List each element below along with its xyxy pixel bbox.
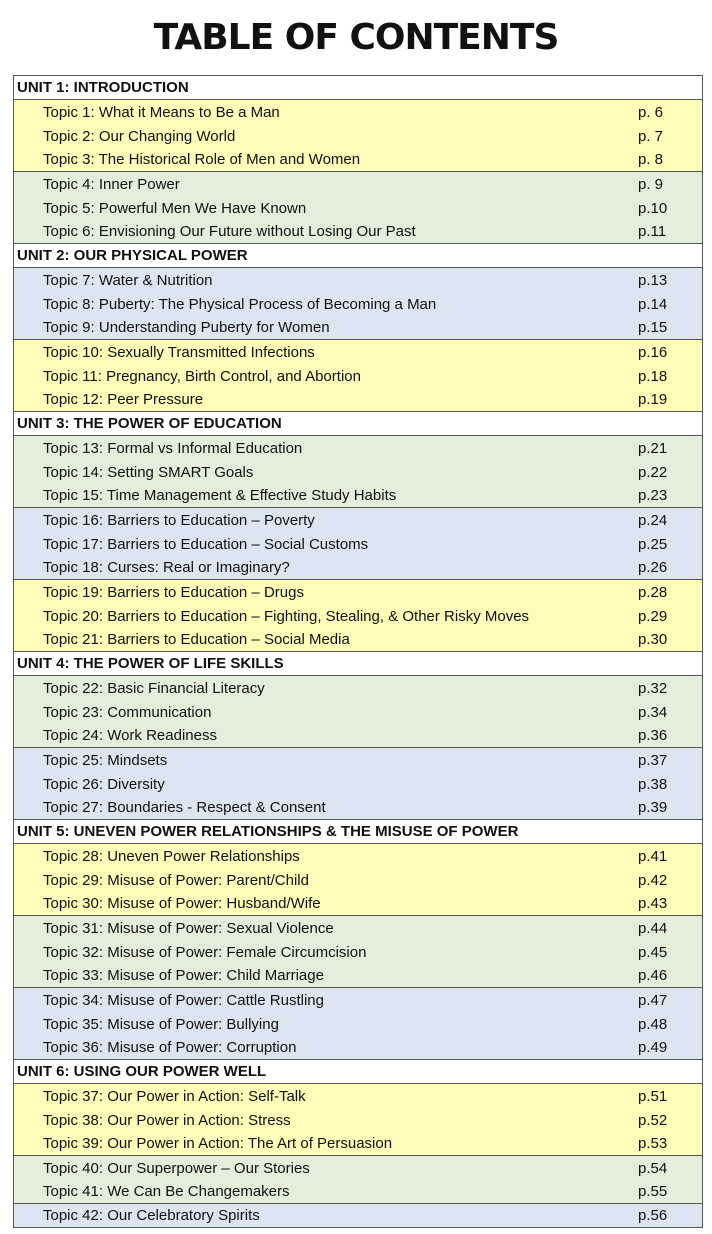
topic-title: Topic 24: Work Readiness bbox=[43, 727, 217, 744]
toc-row bbox=[14, 124, 702, 148]
page-number: p.54 bbox=[638, 1159, 668, 1177]
topic-title: Topic 30: Misuse of Power: Husband/Wife bbox=[43, 895, 321, 912]
topic-title: Topic 13: Formal vs Informal Education bbox=[43, 439, 303, 457]
page-number: p.51 bbox=[638, 1087, 668, 1105]
topic-title: Topic 6: Envisioning Our Future without Losing Our Past bbox=[43, 223, 416, 240]
toc-row bbox=[14, 940, 702, 964]
unit-heading: UNIT 5: UNEVEN POWER RELATIONSHIPS & THE MISUSE OF POWER bbox=[14, 820, 702, 844]
page-number: p.34 bbox=[638, 703, 668, 721]
topic-title: Topic 8: Puberty: The Physical Process of Becoming a Man bbox=[43, 295, 437, 313]
topic-title: Topic 11: Pregnancy, Birth Control, and Abortion bbox=[43, 367, 361, 385]
page-number: p.47 bbox=[638, 991, 668, 1009]
table-of-contents bbox=[13, 75, 703, 1228]
page-title: TABLE OF CONTENTS bbox=[153, 17, 559, 58]
topic-group bbox=[14, 580, 702, 652]
toc-row bbox=[14, 1108, 702, 1132]
topic-title: Topic 29: Misuse of Power: Parent/Child bbox=[43, 871, 309, 889]
toc-row bbox=[14, 172, 702, 196]
unit-section bbox=[14, 76, 702, 244]
toc-row bbox=[14, 364, 702, 388]
toc-row bbox=[14, 772, 702, 796]
toc-row bbox=[14, 988, 702, 1012]
topic-group bbox=[14, 988, 702, 1060]
page-number: p.21 bbox=[638, 439, 668, 457]
topic-title: Topic 41: We Can Be Changemakers bbox=[43, 1183, 290, 1200]
topic-title: Topic 18: Curses: Real or Imaginary? bbox=[43, 559, 290, 576]
page-number: p.29 bbox=[638, 607, 668, 625]
unit-section bbox=[14, 1060, 702, 1228]
page-number: p. 8 bbox=[638, 151, 664, 168]
topic-title: Topic 28: Uneven Power Relationships bbox=[43, 847, 300, 865]
toc-row bbox=[14, 484, 702, 507]
page-number: p.24 bbox=[638, 511, 668, 529]
topic-group bbox=[14, 436, 702, 508]
page-number: p.11 bbox=[638, 223, 667, 240]
page-number: p.32 bbox=[638, 679, 668, 697]
toc-row bbox=[14, 724, 702, 747]
toc-row bbox=[14, 1084, 702, 1108]
page-number: p.14 bbox=[638, 295, 668, 313]
page-number: p.36 bbox=[638, 727, 668, 744]
topic-title: Topic 15: Time Management & Effective Study Habits bbox=[43, 487, 397, 504]
page-number: p. 6 bbox=[638, 103, 664, 121]
toc-row bbox=[14, 580, 702, 604]
topic-group bbox=[14, 172, 702, 244]
toc-row bbox=[14, 292, 702, 316]
topic-title: Topic 2: Our Changing World bbox=[43, 127, 236, 145]
toc-row bbox=[14, 964, 702, 987]
page-number: p.10 bbox=[638, 199, 668, 217]
topic-group bbox=[14, 1156, 702, 1204]
topic-title: Topic 37: Our Power in Action: Self-Talk bbox=[43, 1087, 306, 1105]
unit-heading: UNIT 6: USING OUR POWER WELL bbox=[14, 1060, 702, 1084]
page-number: p. 7 bbox=[638, 127, 664, 145]
page-number: p.30 bbox=[638, 631, 668, 648]
topic-title: Topic 20: Barriers to Education – Fighting, Stealing, & Other Risky Moves bbox=[43, 607, 530, 625]
toc-row bbox=[14, 1036, 702, 1059]
topic-group bbox=[14, 844, 702, 916]
page-number: p.13 bbox=[638, 271, 668, 289]
page-number: p.26 bbox=[638, 559, 668, 576]
topic-title: Topic 5: Powerful Men We Have Known bbox=[43, 199, 307, 217]
toc-row bbox=[14, 916, 702, 940]
topic-title: Topic 19: Barriers to Education – Drugs bbox=[43, 583, 304, 601]
topic-title: Topic 21: Barriers to Education – Social Media bbox=[43, 631, 350, 648]
page-number: p.22 bbox=[638, 463, 668, 481]
topic-title: Topic 39: Our Power in Action: The Art of Persuasion bbox=[43, 1135, 393, 1152]
toc-row bbox=[14, 1204, 702, 1227]
topic-title: Topic 25: Mindsets bbox=[43, 751, 168, 769]
toc-row bbox=[14, 196, 702, 220]
topic-title: Topic 42: Our Celebratory Spirits bbox=[43, 1207, 260, 1224]
page-number: p.45 bbox=[638, 943, 668, 961]
topic-group bbox=[14, 748, 702, 820]
toc-row bbox=[14, 316, 702, 339]
topic-title: Topic 31: Misuse of Power: Sexual Violence bbox=[43, 919, 334, 937]
toc-row bbox=[14, 892, 702, 915]
page-number: p.38 bbox=[638, 775, 668, 793]
topic-title: Topic 10: Sexually Transmitted Infections bbox=[43, 343, 315, 361]
unit-section bbox=[14, 412, 702, 652]
page-number: p.52 bbox=[638, 1111, 668, 1129]
page-number: p.23 bbox=[638, 487, 668, 504]
toc-row bbox=[14, 436, 702, 460]
toc-row bbox=[14, 1180, 702, 1203]
topic-group bbox=[14, 1084, 702, 1156]
unit-heading: UNIT 3: THE POWER OF EDUCATION bbox=[14, 412, 702, 436]
page-number: p.41 bbox=[638, 847, 668, 865]
topic-group bbox=[14, 916, 702, 988]
page-number: p.53 bbox=[638, 1135, 668, 1152]
toc-row bbox=[14, 532, 702, 556]
topic-title: Topic 1: What it Means to Be a Man bbox=[43, 103, 280, 121]
toc-row bbox=[14, 628, 702, 651]
toc-row bbox=[14, 676, 702, 700]
topic-title: Topic 22: Basic Financial Literacy bbox=[43, 679, 265, 697]
topic-title: Topic 4: Inner Power bbox=[43, 175, 180, 193]
page-number: p. 9 bbox=[638, 175, 664, 193]
unit-heading: UNIT 1: INTRODUCTION bbox=[14, 76, 702, 100]
topic-title: Topic 9: Understanding Puberty for Women bbox=[43, 319, 330, 336]
topic-title: Topic 17: Barriers to Education – Social Customs bbox=[43, 535, 369, 553]
topic-title: Topic 38: Our Power in Action: Stress bbox=[43, 1111, 291, 1129]
toc-row bbox=[14, 220, 702, 243]
topic-group bbox=[14, 508, 702, 580]
unit-section bbox=[14, 652, 702, 820]
topic-title: Topic 12: Peer Pressure bbox=[43, 391, 204, 408]
toc-row bbox=[14, 844, 702, 868]
toc-row bbox=[14, 748, 702, 772]
topic-title: Topic 16: Barriers to Education – Poverty bbox=[43, 511, 315, 529]
toc-row bbox=[14, 556, 702, 579]
page-number: p.37 bbox=[638, 751, 668, 769]
topic-title: Topic 23: Communication bbox=[43, 703, 212, 721]
toc-row bbox=[14, 460, 702, 484]
unit-section bbox=[14, 820, 702, 1060]
toc-row bbox=[14, 1156, 702, 1180]
page-number: p.25 bbox=[638, 535, 668, 553]
topic-title: Topic 3: The Historical Role of Men and Women bbox=[43, 151, 361, 168]
page-number: p.16 bbox=[638, 343, 668, 361]
page-number: p.18 bbox=[638, 367, 668, 385]
page-number: p.19 bbox=[638, 391, 668, 408]
topic-title: Topic 32: Misuse of Power: Female Circumcision bbox=[43, 943, 367, 961]
toc-row bbox=[14, 148, 702, 171]
toc-row bbox=[14, 604, 702, 628]
topic-group bbox=[14, 340, 702, 412]
toc-row bbox=[14, 100, 702, 124]
page-number: p.28 bbox=[638, 583, 668, 601]
page-number: p.39 bbox=[638, 799, 668, 816]
page-number: p.49 bbox=[638, 1039, 668, 1056]
toc-row bbox=[14, 1132, 702, 1155]
page-number: p.43 bbox=[638, 895, 668, 912]
toc-row bbox=[14, 268, 702, 292]
topic-title: Topic 33: Misuse of Power: Child Marriage bbox=[43, 967, 324, 984]
topic-title: Topic 40: Our Superpower – Our Stories bbox=[43, 1159, 310, 1177]
topic-title: Topic 27: Boundaries - Respect & Consent bbox=[43, 799, 326, 816]
toc-row bbox=[14, 1012, 702, 1036]
topic-group bbox=[14, 1204, 702, 1228]
topic-group bbox=[14, 676, 702, 748]
topic-title: Topic 26: Diversity bbox=[43, 775, 165, 793]
toc-row bbox=[14, 868, 702, 892]
topic-title: Topic 35: Misuse of Power: Bullying bbox=[43, 1015, 279, 1033]
page-number: p.44 bbox=[638, 919, 668, 937]
page-number: p.55 bbox=[638, 1183, 668, 1200]
topic-title: Topic 14: Setting SMART Goals bbox=[43, 463, 254, 481]
page-number: p.15 bbox=[638, 319, 668, 336]
topic-title: Topic 7: Water & Nutrition bbox=[43, 271, 213, 289]
topic-group bbox=[14, 100, 702, 172]
page-number: p.48 bbox=[638, 1015, 668, 1033]
toc-row bbox=[14, 508, 702, 532]
toc-row bbox=[14, 388, 702, 411]
toc-row bbox=[14, 700, 702, 724]
unit-section bbox=[14, 244, 702, 412]
topic-group bbox=[14, 268, 702, 340]
unit-heading: UNIT 4: THE POWER OF LIFE SKILLS bbox=[14, 652, 702, 676]
unit-heading: UNIT 2: OUR PHYSICAL POWER bbox=[14, 244, 702, 268]
page-number: p.46 bbox=[638, 967, 668, 984]
page-number: p.56 bbox=[638, 1207, 668, 1224]
topic-title: Topic 36: Misuse of Power: Corruption bbox=[43, 1039, 297, 1056]
toc-row bbox=[14, 796, 702, 819]
topic-title: Topic 34: Misuse of Power: Cattle Rustling bbox=[43, 991, 324, 1009]
toc-row bbox=[14, 340, 702, 364]
page-number: p.42 bbox=[638, 871, 668, 889]
